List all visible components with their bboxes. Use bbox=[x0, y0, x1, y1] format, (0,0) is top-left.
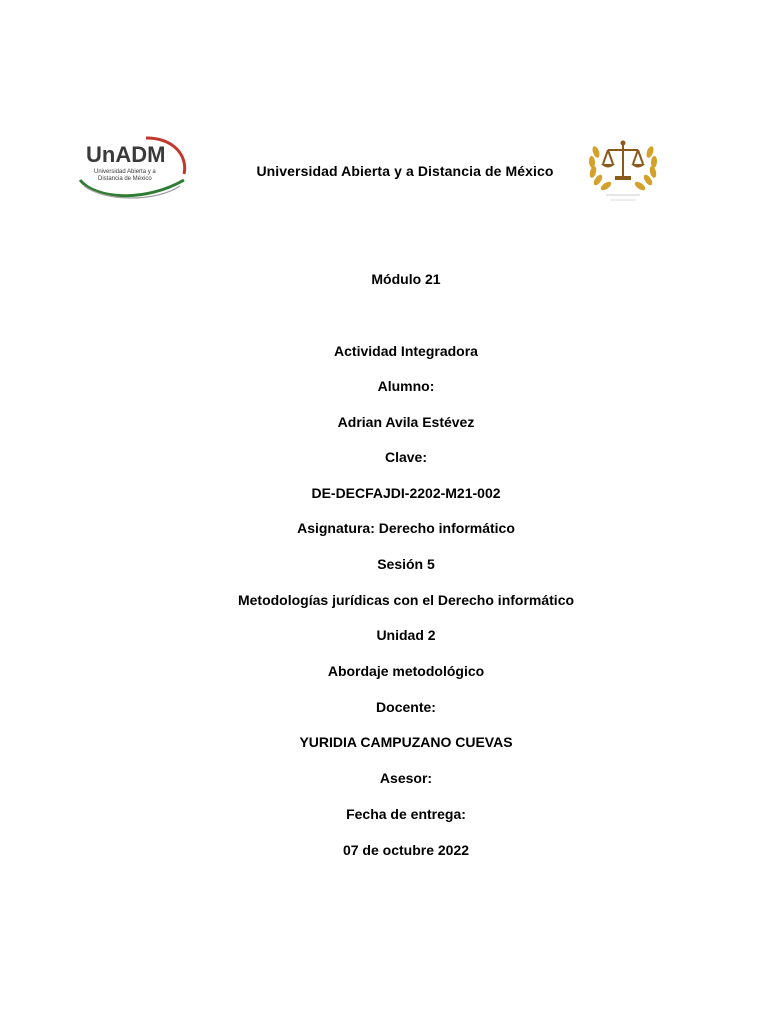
logo-subtitle-1: Universidad Abierta y a bbox=[94, 169, 156, 175]
university-title: Universidad Abierta y a Distancia de México bbox=[256, 163, 554, 179]
docente-name: YURIDIA CAMPUZANO CUEVAS bbox=[299, 734, 513, 750]
sesion: Sesión 5 bbox=[377, 556, 435, 572]
logo-subtitle-2: Distancia de México bbox=[98, 176, 152, 182]
actividad-label: Actividad Integradora bbox=[334, 343, 478, 359]
alumno-label: Alumno: bbox=[377, 378, 435, 394]
alumno-name: Adrian Avila Estévez bbox=[337, 414, 475, 430]
unadm-logo bbox=[76, 130, 190, 206]
clave-label: Clave: bbox=[384, 449, 428, 465]
sesion-title: Metodologías jurídicas con el Derecho informático bbox=[237, 592, 575, 608]
fecha-value: 07 de octubre 2022 bbox=[342, 842, 470, 858]
asignatura: Asignatura: Derecho informático bbox=[297, 520, 515, 536]
unidad: Unidad 2 bbox=[376, 627, 436, 643]
modulo-label: Módulo 21 bbox=[371, 271, 441, 287]
justice-scale-icon bbox=[582, 126, 664, 208]
clave-value: DE-DECFAJDI-2202-M21-002 bbox=[311, 485, 501, 501]
fecha-label: Fecha de entrega: bbox=[346, 806, 466, 822]
logo-text: UnADM bbox=[86, 142, 166, 167]
unidad-title: Abordaje metodológico bbox=[327, 663, 485, 679]
docente-label: Docente: bbox=[376, 699, 436, 715]
asesor-label: Asesor: bbox=[379, 770, 433, 786]
